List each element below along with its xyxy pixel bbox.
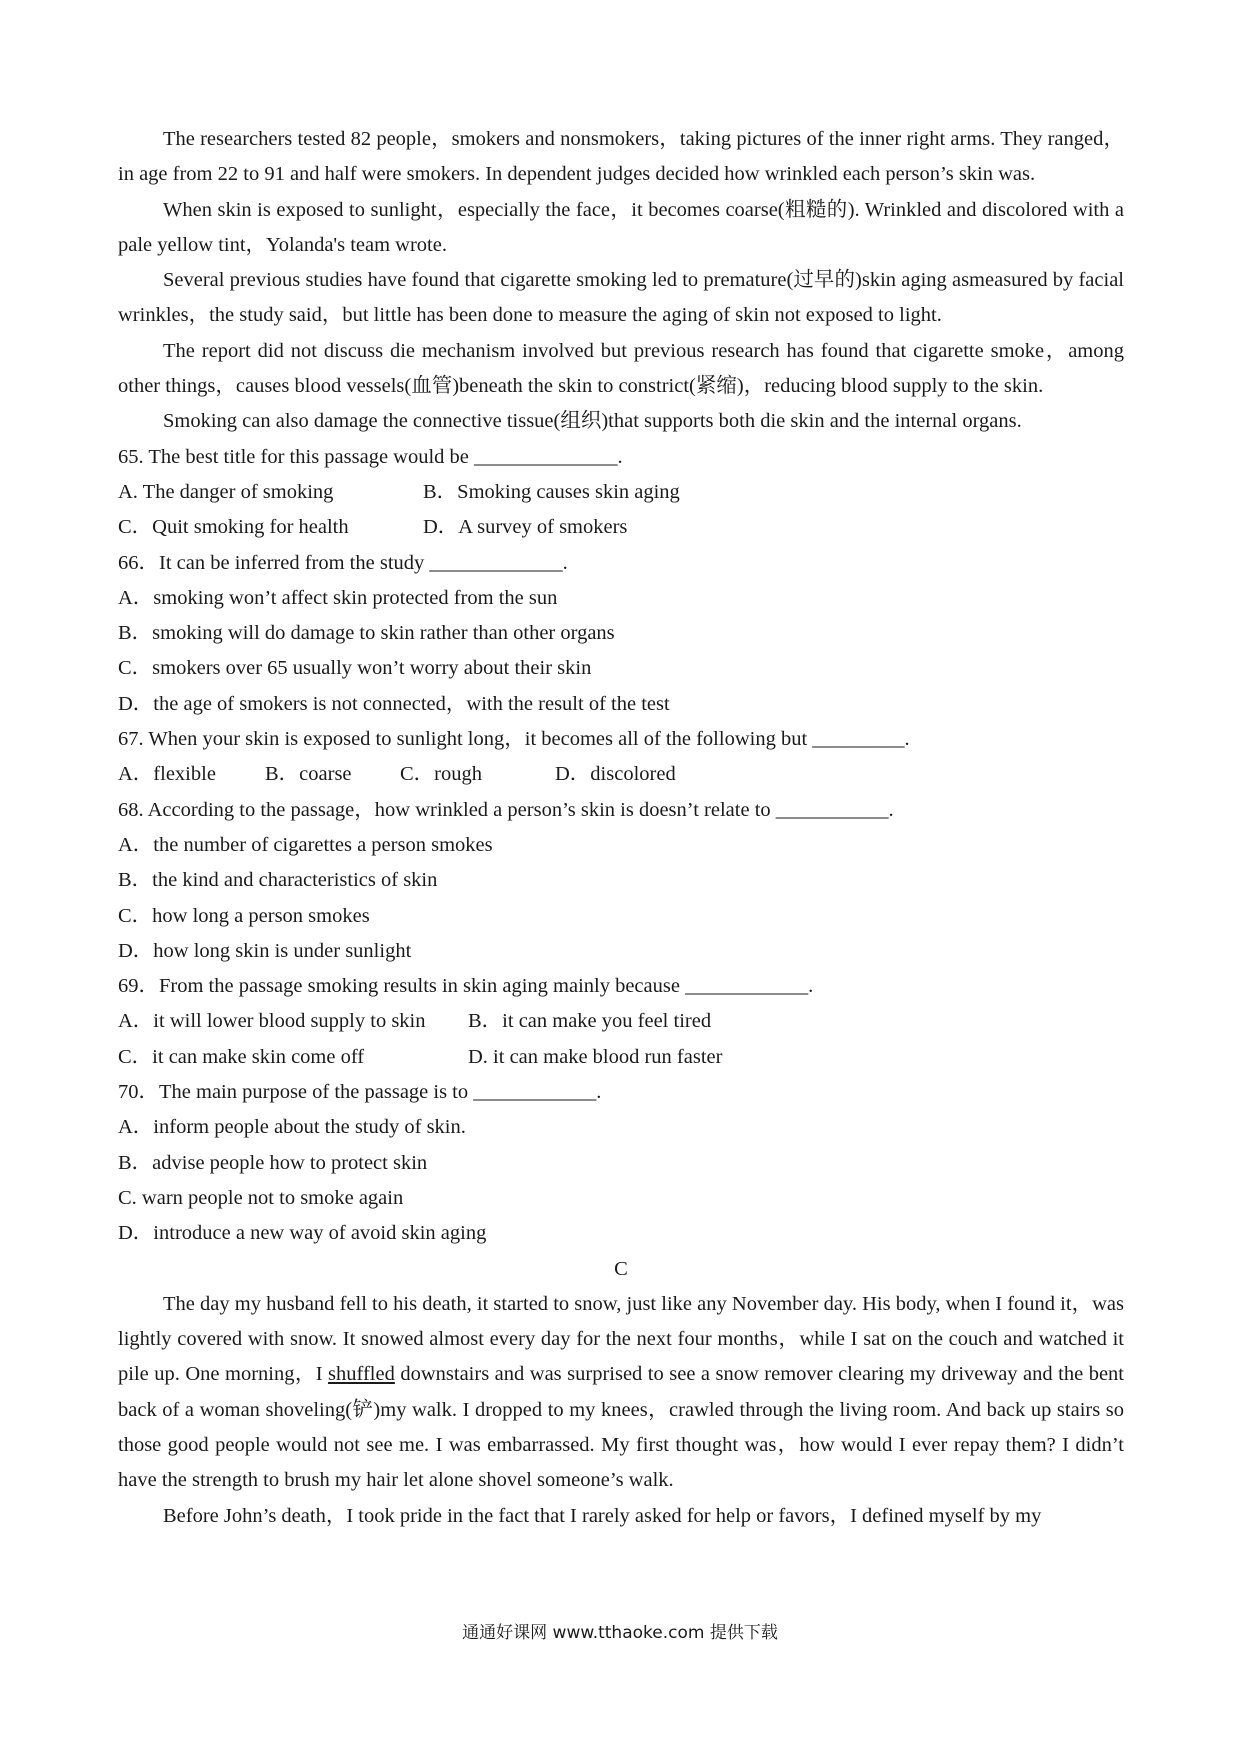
question-70-option-b: B．advise people how to protect skin [118, 1151, 428, 1174]
question-65-option-d: D．A survey of smokers [423, 516, 628, 539]
passage-b-paragraph-5: Smoking can also damage the connective tissue(组织)that supports both die skin and the internal organs. [163, 410, 1022, 433]
question-65-option-b: B．Smoking causes skin aging [423, 480, 680, 503]
passage-c-paragraph-1 [118, 1287, 1124, 1499]
question-67-option-a: A．flexible [118, 763, 216, 786]
question-67-option-b: B．coarse [265, 763, 352, 786]
question-70-stem: 70．The main purpose of the passage is to ____________. [118, 1081, 602, 1104]
passage-c-paragraph-1-text-b: downstairs and was surprised to see a snow remover clearing my driveway and the bent back of a woman shoveling(铲)my walk. I dropped to my knees，crawled through the living room. And back up stairs so those good people would not see me. I was embarrassed. My first thought was，how would I ever repay them? I didn’t have the strength to brush my hair let alone shovel someone’s walk. [118, 1363, 1124, 1492]
passage-b-paragraph-3: Several previous studies have found that cigarette smoking led to premature(过早的)skin aging asmeasured by facial wrinkles，the study said，but little has been done to measure the aging of skin not exposed to light. [118, 269, 1124, 327]
question-70-option-d: D．introduce a new way of avoid skin aging [118, 1222, 487, 1245]
question-69-option-b: B．it can make you feel tired [468, 1010, 712, 1033]
question-69-option-d: D. it can make blood run faster [468, 1045, 723, 1068]
question-66-stem: 66．It can be inferred from the study _____________. [118, 551, 568, 574]
question-67-option-c: C．rough [400, 763, 482, 786]
question-65-stem: 65. The best title for this passage would be ______________. [118, 445, 623, 468]
passage-b-paragraph-2: When skin is exposed to sunlight，especially the face，it becomes coarse(粗糙的). Wrinkled and discolored with a pale yellow tint，Yolanda's team wrote. [118, 198, 1124, 256]
question-69-options-row-2 [118, 1040, 1124, 1075]
question-70-option-a: A．inform people about the study of skin. [118, 1116, 466, 1139]
question-68-option-d: D．how long skin is under sunlight [118, 939, 412, 962]
passage-b-paragraph-1: The researchers tested 82 people，smokers and nonsmokers，taking pictures of the inner right arms. They ranged，in age from 22 to 91 and half were smokers. In dependent judges decided how wrinkled each person’s skin was. [118, 128, 1124, 186]
page-footer: 通通好课网 www.tthaoke.com 提供下载 [462, 1623, 778, 1643]
question-68-option-b: B．the kind and characteristics of skin [118, 869, 438, 892]
passage-c-paragraph-2: Before John’s death，I took pride in the fact that I rarely asked for help or favors，I defined myself by my [163, 1504, 1042, 1527]
passage-c-heading: C [614, 1257, 628, 1280]
question-65-option-a: A. The danger of smoking [118, 480, 334, 503]
question-66-option-d: D．the age of smokers is not connected，with the result of the test [118, 692, 670, 715]
question-65-options-row-1 [118, 475, 1124, 510]
question-69-option-c: C．it can make skin come off [118, 1045, 365, 1068]
question-69-stem: 69．From the passage smoking results in skin aging mainly because ____________. [118, 975, 814, 998]
question-66-option-a: A．smoking won’t affect skin protected from the sun [118, 586, 558, 609]
question-65-options-row-2 [118, 510, 1124, 545]
passage-b-paragraph-4: The report did not discuss die mechanism involved but previous research has found that cigarette smoke，among other things，causes blood vessels(血管)beneath the skin to constrict(紧缩)，reducing blood supply to the skin. [118, 339, 1124, 398]
page-content [118, 122, 1124, 1534]
passage-c-underlined-word: shuffled [328, 1363, 395, 1386]
question-66-option-c: C．smokers over 65 usually won’t worry about their skin [118, 657, 592, 680]
question-70-option-c: C. warn people not to smoke again [118, 1186, 404, 1209]
question-69-options-row-1 [118, 1004, 1124, 1039]
passage-c-paragraph-1-text-a: The day my husband fell to his death, it started to snow, just like any November day. His body, when I found it，was lightly covered with snow. It snowed almost every day for the next four months，while I sat on the couch and watched it pile up. One morning，I [118, 1292, 1124, 1386]
question-67-stem: 67. When your skin is exposed to sunlight long，it becomes all of the following but _________. [118, 728, 910, 751]
question-68-stem: 68. According to the passage，how wrinkled a person’s skin is doesn’t relate to ___________. [118, 798, 894, 821]
question-67-options-row [118, 757, 1124, 792]
question-68-option-c: C．how long a person smokes [118, 904, 370, 927]
question-66-option-b: B．smoking will do damage to skin rather than other organs [118, 622, 615, 645]
question-69-option-a: A．it will lower blood supply to skin [118, 1010, 426, 1033]
question-67-option-d: D．discolored [555, 763, 676, 786]
question-65-option-c: C．Quit smoking for health [118, 516, 349, 539]
question-68-option-a: A．the number of cigarettes a person smokes [118, 833, 493, 856]
